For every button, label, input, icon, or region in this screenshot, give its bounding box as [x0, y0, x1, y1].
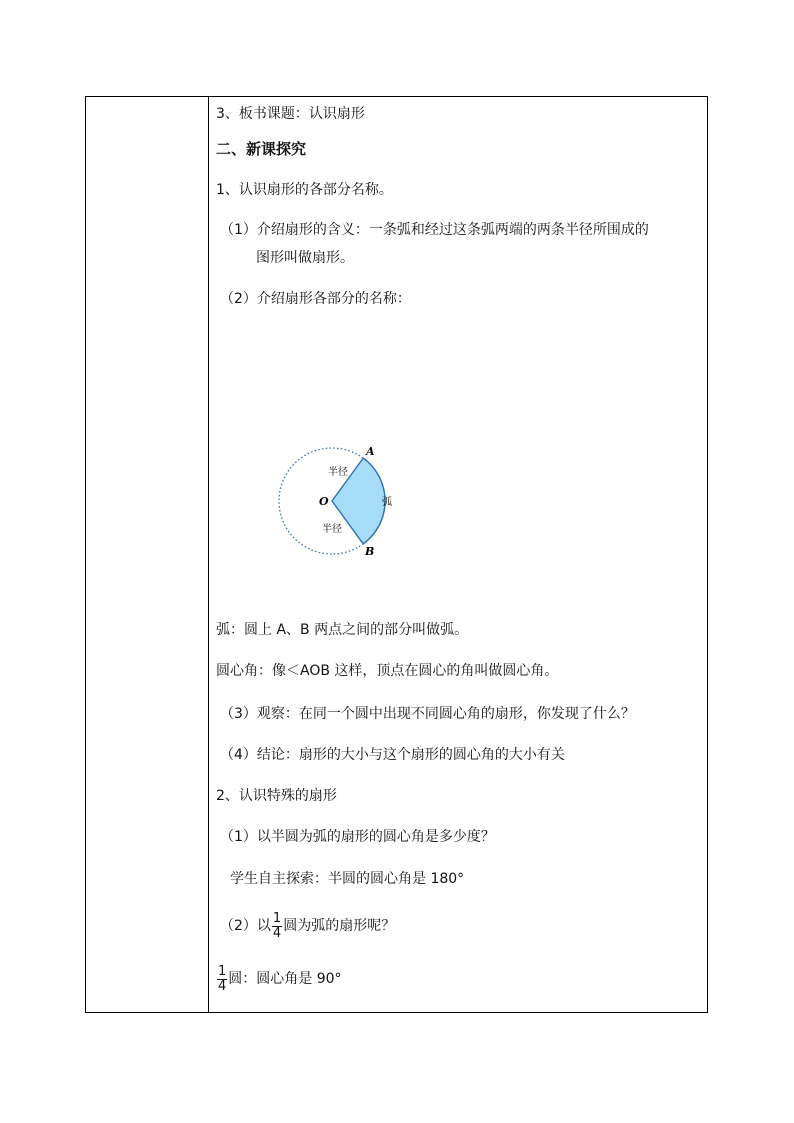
point-b-label: B — [365, 545, 375, 558]
column-divider — [208, 97, 209, 1012]
central-angle-definition: 圆心角：像＜AOB 这样，顶点在圆心的角叫做圆心角。 — [216, 663, 559, 679]
fraction-one-quarter-2 — [217, 965, 227, 994]
question-quarter-suffix: 圆为弧的扇形呢？ — [283, 918, 396, 934]
fraction-denominator-2: 4 — [218, 978, 227, 994]
center-o-label: O — [319, 495, 329, 508]
definition-line-2: 图形叫做扇形。 — [256, 250, 354, 266]
arc-label: 弧 — [382, 497, 392, 508]
conclusion-line: （4）结论：扇形的大小与这个扇形的圆心角的大小有关 — [220, 747, 565, 763]
question-semicircle: （1）以半圆为弧的扇形的圆心角是多少度？ — [220, 829, 495, 845]
arc-definition: 弧：圆上 A、B 两点之间的部分叫做弧。 — [216, 622, 469, 638]
step-1-heading: 1、认识扇形的各部分名称。 — [216, 182, 393, 198]
radius-label-bottom: 半径 — [322, 524, 342, 535]
board-title-line: 3、板书课题：认识扇形 — [216, 106, 365, 122]
fraction-denominator: 4 — [272, 925, 282, 941]
answer-quarter — [216, 959, 342, 999]
answer-semicircle: 学生自主探索：半圆的圆心角是 180° — [230, 871, 465, 887]
sector-diagram — [244, 437, 394, 562]
parts-intro: （2）介绍扇形各部分的名称： — [220, 291, 411, 307]
fraction-numerator-2: 1 — [218, 963, 227, 979]
point-a-label: A — [366, 445, 375, 458]
section-heading: 二、新课探究 — [216, 140, 307, 158]
observation-line: （3）观察：在同一个圆中出现不同圆心角的扇形，你发现了什么？ — [220, 706, 635, 722]
question-quarter — [220, 906, 395, 946]
lesson-table — [85, 96, 708, 1013]
radius-label-top: 半径 — [328, 467, 348, 478]
fraction-numerator: 1 — [272, 910, 282, 926]
step-2-heading: 2、认识特殊的扇形 — [216, 788, 337, 804]
fraction-one-quarter — [272, 912, 282, 941]
question-quarter-prefix: （2）以 — [220, 918, 271, 934]
answer-quarter-text: 圆：圆心角是 90° — [228, 971, 342, 987]
definition-line-1: （1）介绍扇形的含义：一条弧和经过这条弧两端的两条半径所围成的 — [220, 222, 649, 238]
